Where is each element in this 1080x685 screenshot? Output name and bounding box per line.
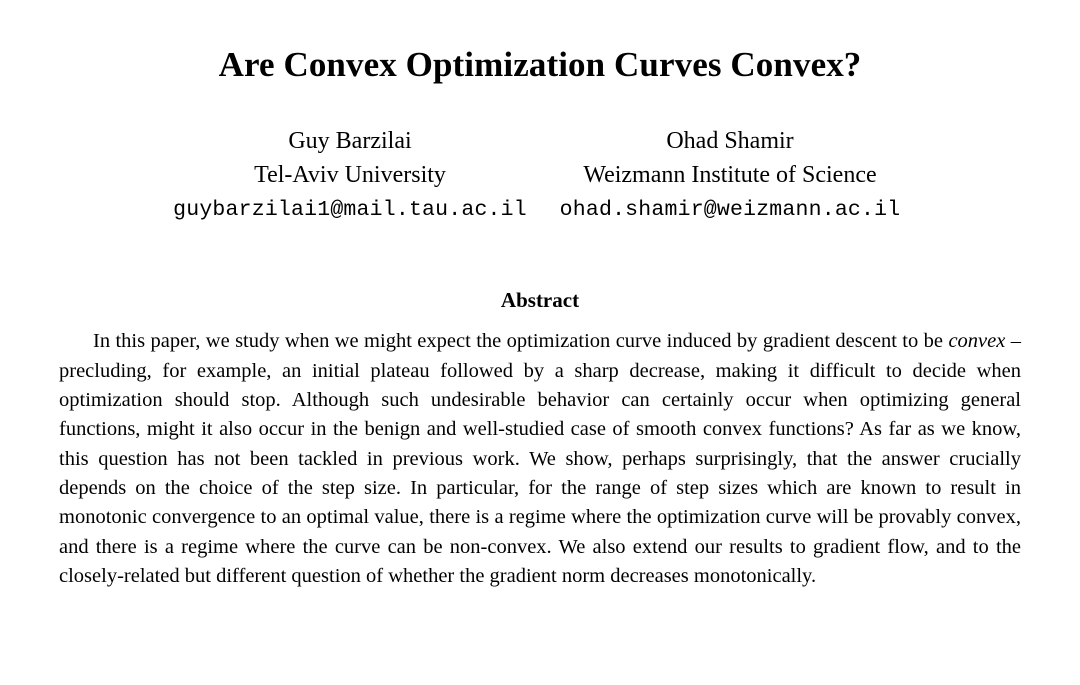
author-email[interactable]: ohad.shamir@weizmann.ac.il (559, 198, 901, 223)
abstract-heading: Abstract (500, 288, 580, 313)
author-name: Ohad Shamir (666, 128, 794, 154)
abstract-text (59, 327, 1021, 591)
author-affiliation: Tel-Aviv University (254, 162, 446, 189)
paper-page (0, 44, 1080, 685)
author-name: Guy Barzilai (288, 128, 412, 154)
author-affiliation: Weizmann Institute of Science (583, 162, 877, 189)
abstract-emphasis: convex (948, 330, 1006, 353)
abstract-part-2: – precluding, for example, an initial plateau followed by a sharp decrease, making it difficult to decide when optimization should stop. Although such undesirable behavior can certainly occur when optimizing general functions, might it also occur in the benign and well-studied case of smooth convex functions? As far as we know, this question has not been tackled in previous work. We show, perhaps surprisingly, that the answer crucially depends on the choice of the step size. In particular, for the range of step sizes which are known to result in monotonic convergence to an optimal value, there is a regime where the optimization curve will be provably convex, and there is a regime where the curve can be non-convex. We also extend our results to gradient flow, and to the closely-related but different question of whether the gradient norm decreases monotonically. (59, 330, 1022, 587)
author-list (38, 124, 1042, 226)
author-block (540, 124, 920, 226)
author-block (160, 124, 540, 226)
page-title: Are Convex Optimization Curves Convex? (218, 45, 862, 84)
author-email[interactable]: guybarzilai1@mail.tau.ac.il (173, 198, 527, 223)
abstract-part-1: In this paper, we study when we might expect the optimization curve induced by gradient descent to be (93, 330, 949, 353)
